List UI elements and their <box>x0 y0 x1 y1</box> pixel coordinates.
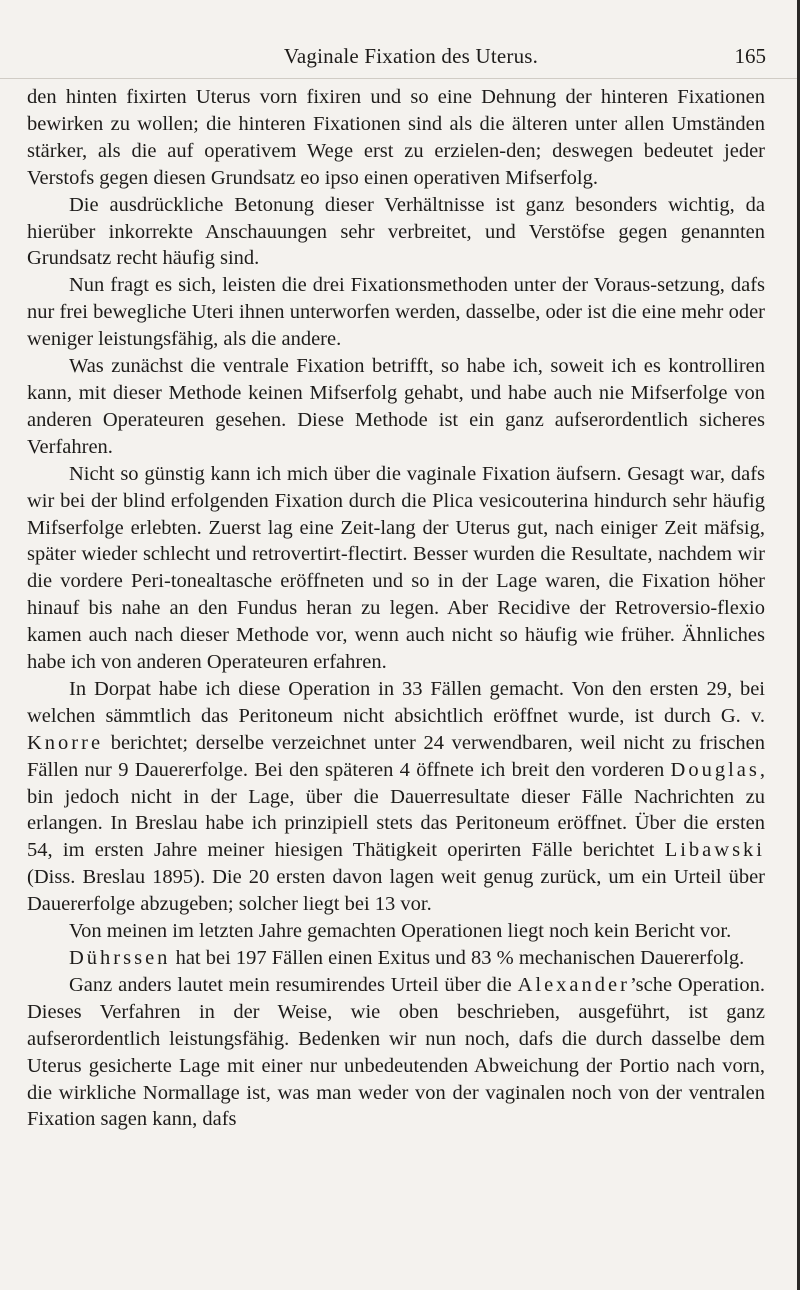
page-header <box>56 44 766 74</box>
author-name: Dührssen <box>69 947 171 969</box>
paragraph-2: Die ausdrückliche Betonung dieser Verhältnisse ist ganz besonders wichtig, da hierüber inkorrekte Anschauungen sehr verbreitet, und Verstöfse gegen genannten Grundsatz recht häufig sind. <box>27 193 765 270</box>
author-name: Knorre <box>27 731 104 754</box>
paragraph-7: Von meinen im letzten Jahre gemachten Operationen liegt noch kein Bericht vor. <box>69 920 732 943</box>
paragraph-9: Ganz anders lautet mein resumirendes Urteil über die Alexander’sche Operation. Dieses Verfahren in der Weise, wie oben beschrieben, ausgeführt, ist ganz aufserordentlich leistungsfähig. Bedenken wir nun noch, dafs die durch dasselbe dem Uterus gesicherte Lage mit einer nur unbedeutenden Abweichung der Portio nach vorn, die wirkliche Normallage ist, was man weder von der vaginalen noch von der ventralen Fixation sagen kann, dafs <box>27 973 765 1131</box>
page-number: 165 <box>734 44 766 68</box>
header-divider <box>0 78 800 79</box>
paragraph-4: Was zunächst die ventrale Fixation betrifft, so habe ich, soweit ich es kontrolliren kann, mit dieser Methode keinen Mifserfolg gehabt, und habe auch nie Mifserfolge von anderen Operateuren gesehen. Diese Methode ist ein ganz aufserordentlich sicheres Verfahren. <box>27 355 765 458</box>
paragraph-5: Nicht so günstig kann ich mich über die vaginale Fixation äufsern. Gesagt war, dafs wir bei der blind erfolgenden Fixation durch die Plica vesicouterina hindurch sehr häufig Mifserfolge erlebten. Zuerst lag eine Zeit-lang der Uterus gut, nach einiger Zeit mäfsig, später wieder schlecht und retrovertirt-flectirt. Besser wurden die Resultate, nachdem wir die vordere Peri-tonealtasche eröffneten und so in der Lage waren, die Fixation höher hinauf bis nahe an den Fundus heran zu legen. Aber Recidive der Retroversio-flexio kamen auch nach dieser Methode vor, wenn auch nicht so häufig wie früher. Ähnliches habe ich von anderen Operateuren erfahren. <box>27 462 765 674</box>
paragraph-3: Nun fragt es sich, leisten die drei Fixationsmethoden unter der Voraus-setzung, dafs nur frei bewegliche Uteri ihnen unterworfen werden, dasselbe, oder ist die eine mehr oder weniger leistungsfähig, als die andere. <box>27 274 765 351</box>
paragraph-1: den hinten fixirten Uterus vorn fixiren und so eine Dehnung der hinteren Fixationen bewirken zu wollen; die hinteren Fixationen sind als die älteren unter allen Umständen stärker, als die auf operativem Wege erst zu erzielen-den; deswegen bedeutet jeder Verstofs gegen diesen Grundsatz eo ipso einen operativen Mifserfolg. <box>27 86 765 189</box>
author-name: Libawski <box>664 839 765 862</box>
paragraph-6: In Dorpat habe ich diese Operation in 33 Fällen gemacht. Von den ersten 29, bei welchen sämmtlich das Peritoneum nicht absichtlich eröffnet wurde, ist durch G. v. Knorre berichtet; derselbe verzeichnet unter 24 verwendbaren, weil nicht zu frischen Fällen nur 9 Dauererfolge. Bei den späteren 4 öffnete ich breit den vorderen Douglas, bin jedoch nicht in der Lage, über die Dauerresultate dieser Fälle Nachrichten zu erlangen. In Breslau habe ich prinzipiell stets das Peritoneum eröffnet. Über die ersten 54, im ersten Jahre meiner hiesigen Thätigkeit operirten Fälle berichtet Libawski (Diss. Breslau 1895). Die 20 ersten davon lagen weit genug zurück, um ein Urteil über Dauererfolge abzugeben; solcher liegt bei 13 vor. <box>27 677 765 916</box>
author-name: Alexander <box>517 973 630 996</box>
paragraph-8: Dührssen hat bei 197 Fällen einen Exitus und 83 % mechanischen Dauererfolg. <box>69 947 745 969</box>
body-text <box>27 84 765 1133</box>
running-title: Vaginale Fixation des Uterus. <box>283 44 539 68</box>
author-name: Douglas <box>670 758 760 781</box>
